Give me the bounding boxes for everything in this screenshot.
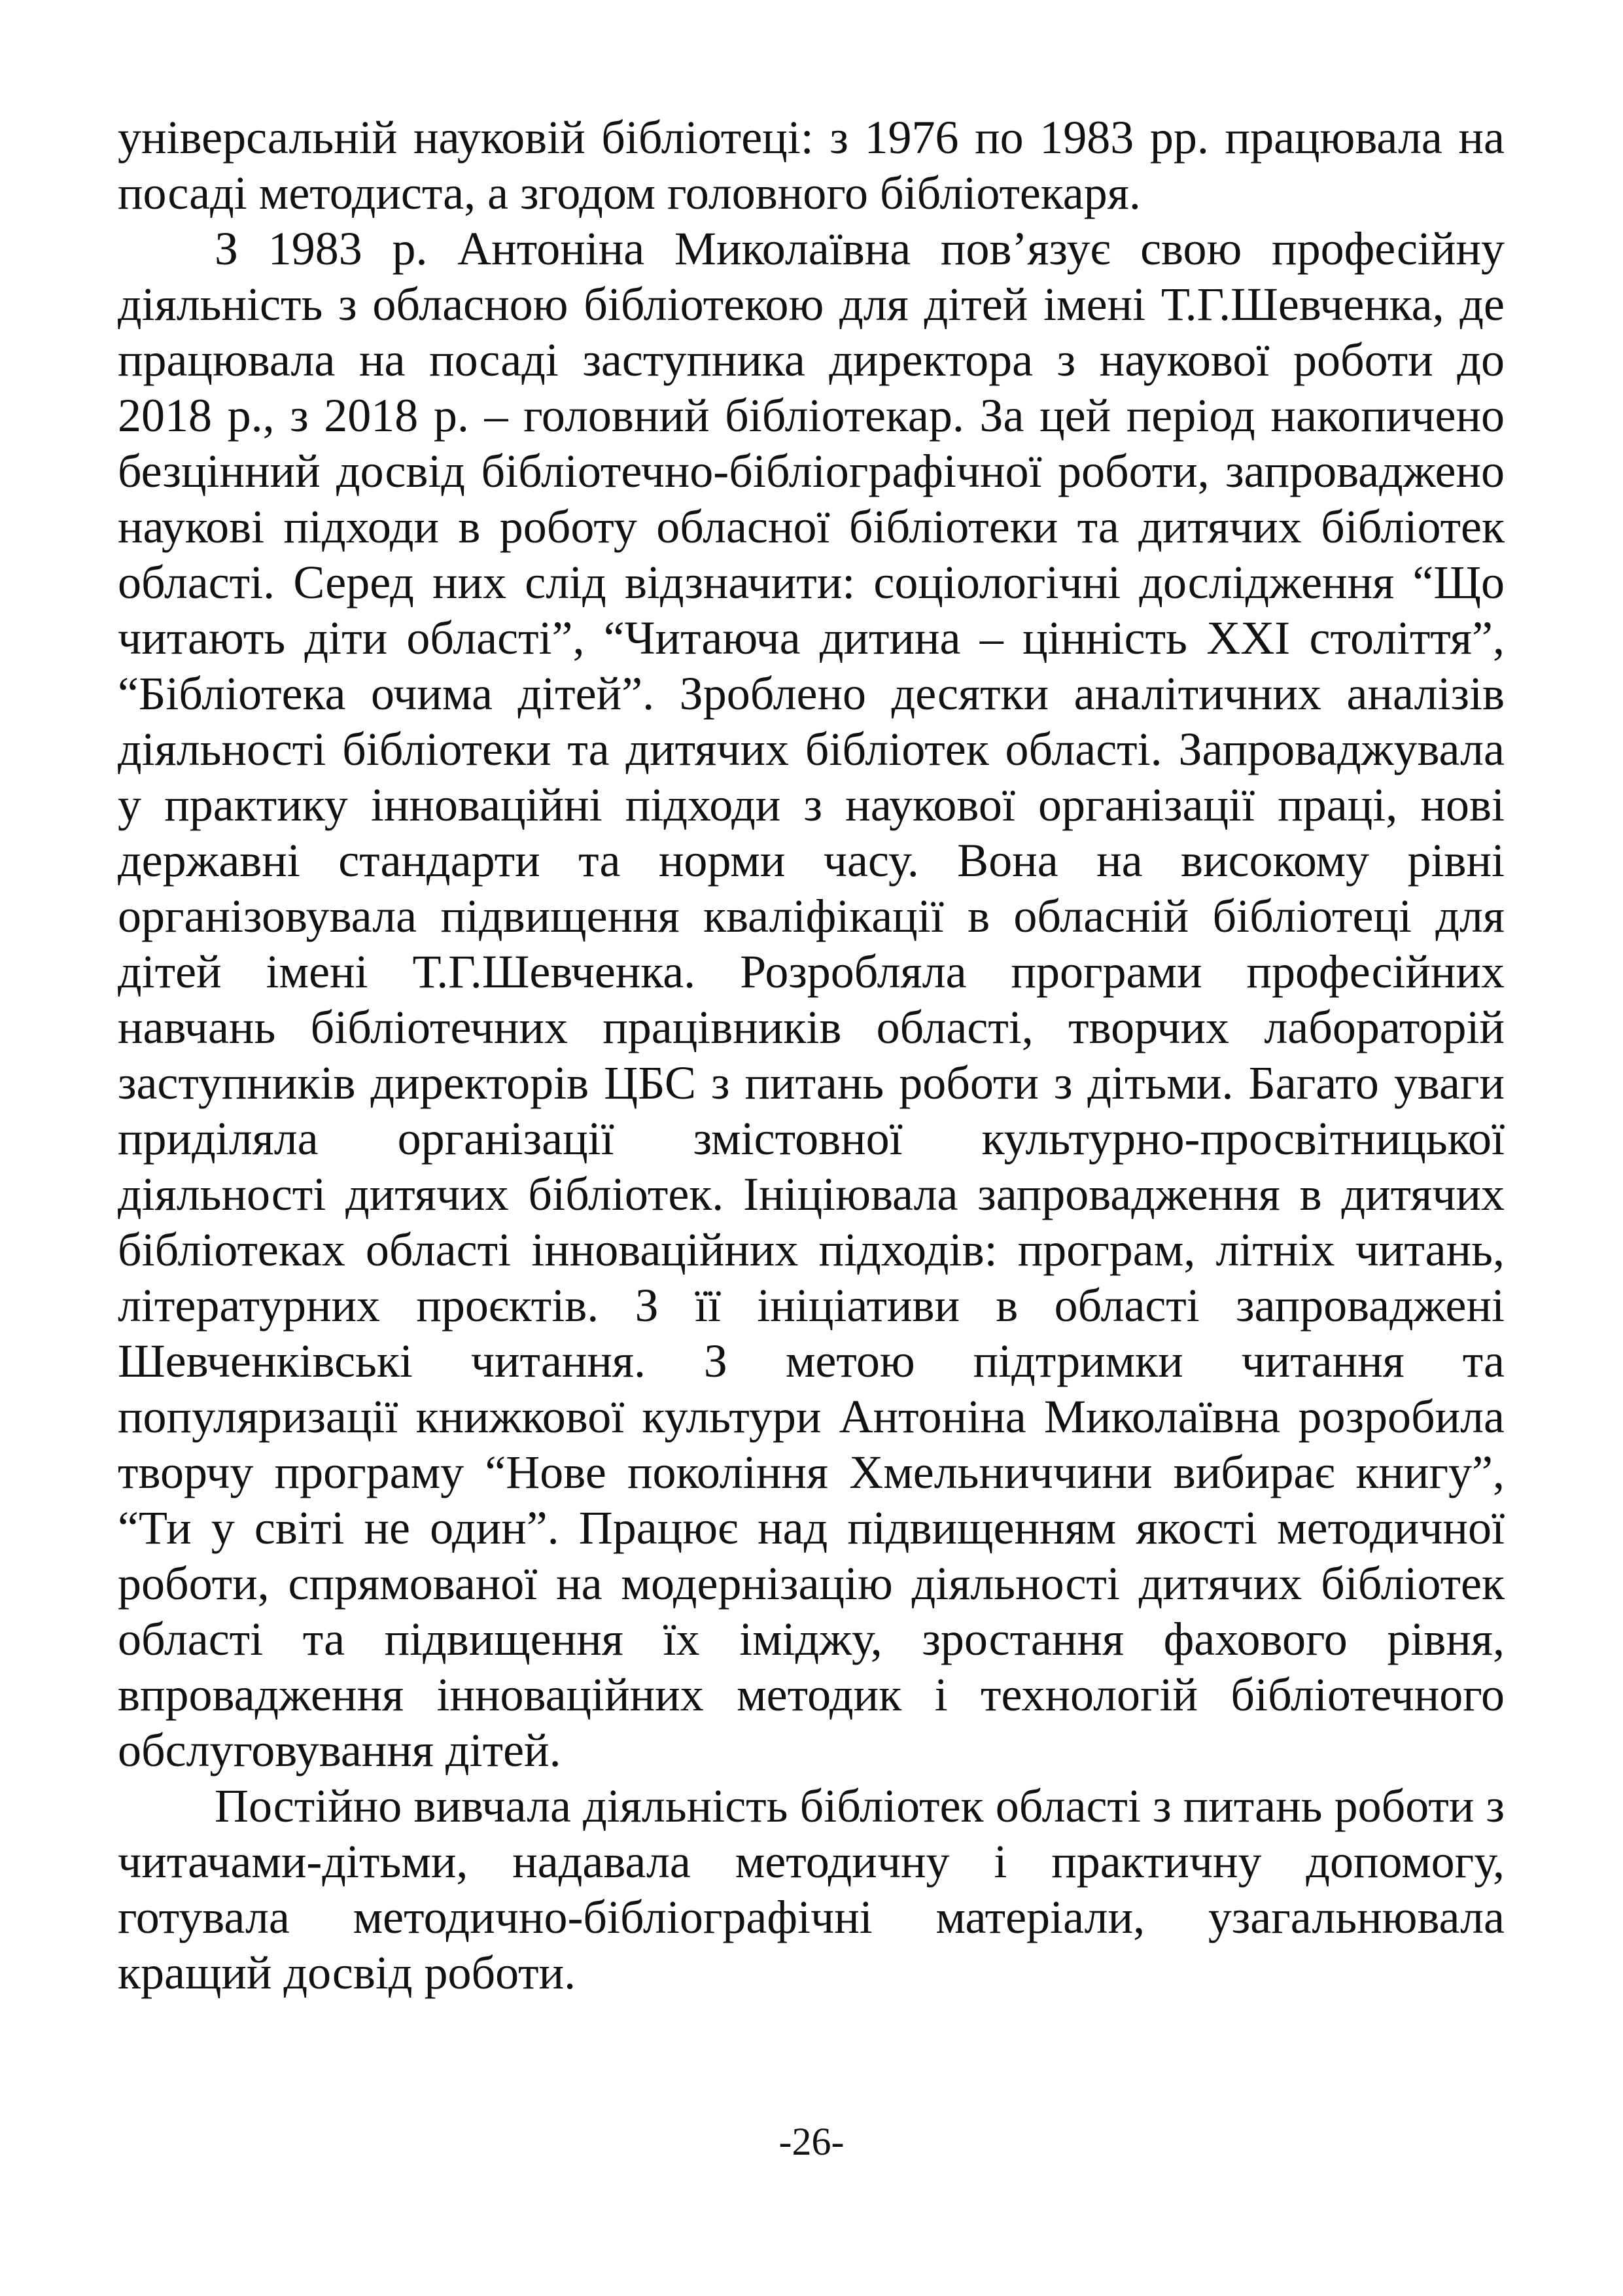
page-number: -26-: [778, 2120, 845, 2163]
paragraph-career-description: З 1983 р. Антоніна Миколаївна пов’язує свою професійну діяльність з обласною бібліотекою для дітей імені Т.Г.Шевченка, де працювала на посаді заступника директора з наукової роботи до 2018 р., з 2018 р. – головний бібліотекар. За цей період накопичено безцінний досвід бібліотечно-бібліографічної роботи, запроваджено наукові підходи в роботу обласної бібліотеки та дитячих бібліотек області. Серед них слід відзначити: соціологічні дослідження “Що читають діти області”, “Читаюча дитина – цінність ХХІ століття”, “Бібліотека очима дітей”. Зроблено десятки аналітичних аналізів діяльності бібліотеки та дитячих бібліотек області. Запроваджувала у практику інноваційні підходи з наукової організації праці, нові державні стандарти та норми часу. Вона на високому рівні організовувала підвищення кваліфікації в обласній бібліотеці для дітей імені Т.Г.Шевченка. Розробляла програми професійних навчань бібліотечних працівників області, творчих лабораторій заступників директорів ЦБС з питань роботи з дітьми. Багато уваги приділяла організації змістовної культурно-просвітницької діяльності дитячих бібліотек. Ініціювала запровадження в дитячих бібліотеках області інноваційних підходів: програм, літніх читань, літературних проєктів. З її ініціативи в області запроваджені Шевченківські читання. З метою підтримки читання та популяризації книжкової культури Антоніна Миколаївна розробила творчу програму “Нове покоління Хмельниччини вибирає книгу”, “Ти у світі не один”. Працює над підвищенням якості методичної роботи, спрямованої на модернізацію діяльності дитячих бібліотек області та підвищення їх іміджу, зростання фахового рівня, впровадження інноваційних методик і технологій бібліотечного обслуговування дітей.: [118, 222, 1505, 1776]
document-page: [118, 110, 1505, 2001]
paragraph-methodical-work: Постійно вивчала діяльність бібліотек області з питань роботи з читачами-дітьми, надавала методичну і практичну допомогу, готувала методично-бібліографічні матеріали, узагальнювала кращий досвід роботи.: [118, 1780, 1505, 1999]
paragraph-continuation: універсальній науковій бібліотеці: з 1976 по 1983 рр. працювала на посаді методиста, а згодом головного бібліотекаря.: [118, 111, 1505, 219]
